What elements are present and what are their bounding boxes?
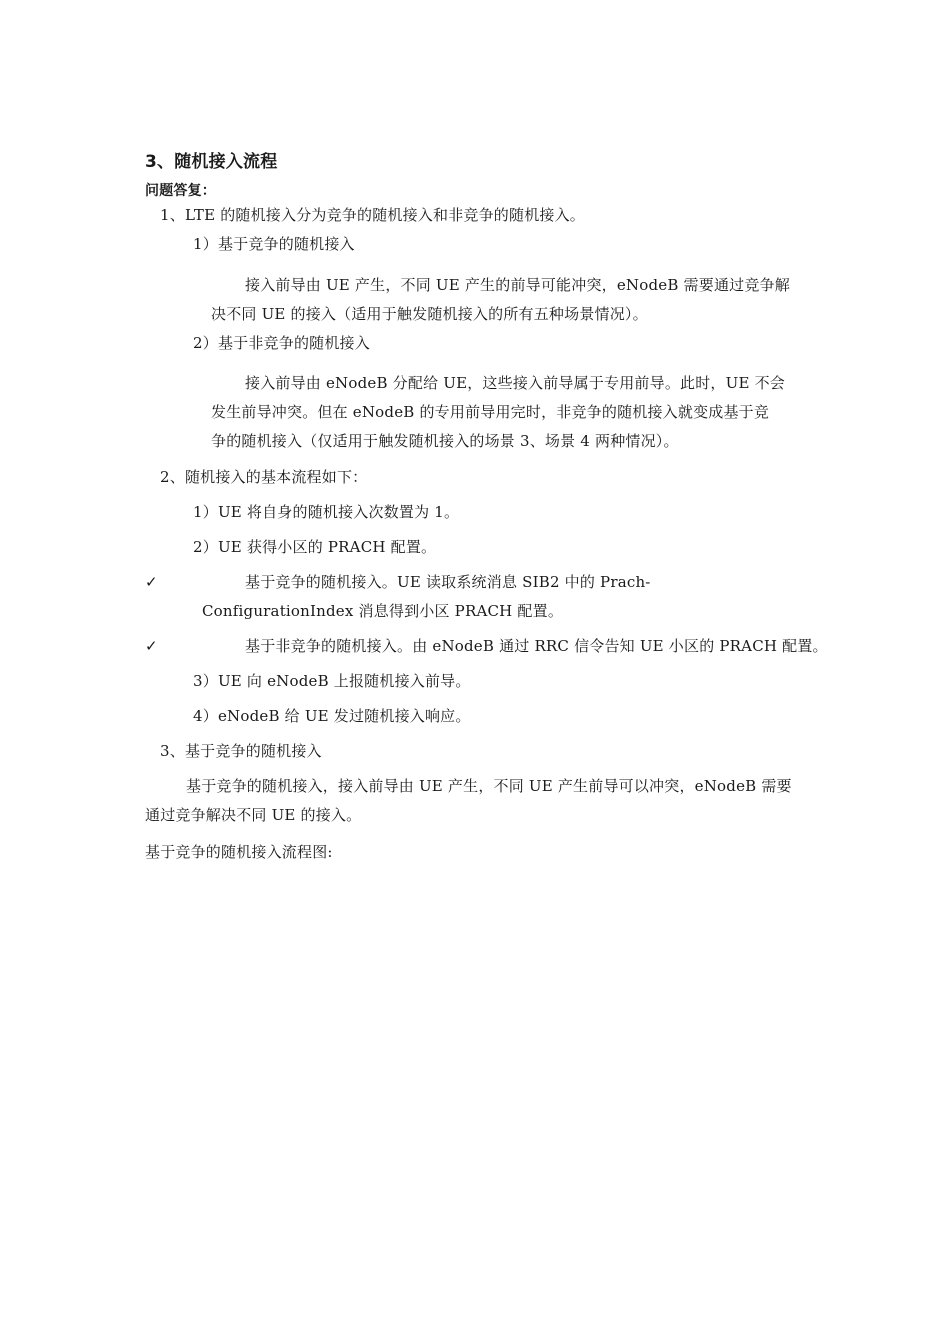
item3-para-line1: 基于竞争的随机接入，接入前导由 UE 产生，不同 UE 产生前导可以冲突，eNodeB 需要 (186, 777, 792, 795)
item2-step1: 1）UE 将自身的随机接入次数置为 1。 (193, 503, 460, 521)
checkmark-icon: ✓ (145, 637, 158, 655)
item2-text: 2、随机接入的基本流程如下： (160, 468, 368, 486)
item3-text: 3、基于竞争的随机接入 (160, 742, 322, 760)
item2-step4: 4）eNodeB 给 UE 发过随机接入响应。 (193, 707, 471, 725)
item1-sub2-desc-line3: 争的随机接入（仅适用于触发随机接入的场景 3、场景 4 两种情况）。 (211, 432, 679, 450)
item1-sub1-desc-line2: 决不同 UE 的接入（适用于触发随机接入的所有五种场景情况）。 (211, 305, 648, 323)
item1-text: 1、LTE 的随机接入分为竞争的随机接入和非竞争的随机接入。 (160, 206, 586, 224)
item1-sub2-label: 2）基于非竞争的随机接入 (193, 334, 370, 352)
checkmark-icon: ✓ (145, 573, 158, 591)
item1-sub2-desc-line2: 发生前导冲突。但在 eNodeB 的专用前导用完时，非竞争的随机接入就变成基于竞 (211, 403, 770, 421)
answer-label: 问题答复： (145, 183, 216, 199)
item1-sub1-label: 1）基于竞争的随机接入 (193, 235, 355, 253)
figure-caption: 基于竞争的随机接入流程图: (145, 843, 333, 861)
item2-step2: 2）UE 获得小区的 PRACH 配置。 (193, 538, 437, 556)
item3-para-line2: 通过竞争解决不同 UE 的接入。 (145, 806, 362, 824)
item2-bullet1-line1: 基于竞争的随机接入。UE 读取系统消息 SIB2 中的 Prach- (245, 573, 651, 591)
item2-bullet2: 基于非竞争的随机接入。由 eNodeB 通过 RRC 信令告知 UE 小区的 PRACH 配置。 (245, 637, 828, 655)
item2-step3: 3）UE 向 eNodeB 上报随机接入前导。 (193, 672, 471, 690)
item1-sub2-desc-line1: 接入前导由 eNodeB 分配给 UE，这些接入前导属于专用前导。此时，UE 不会 (245, 374, 785, 392)
section-title: 3、随机接入流程 (145, 152, 278, 172)
item1-sub1-desc-line1: 接入前导由 UE 产生，不同 UE 产生的前导可能冲突，eNodeB 需要通过竞争解 (245, 276, 790, 294)
item2-bullet1-line2: ConfigurationIndex 消息得到小区 PRACH 配置。 (202, 602, 564, 620)
